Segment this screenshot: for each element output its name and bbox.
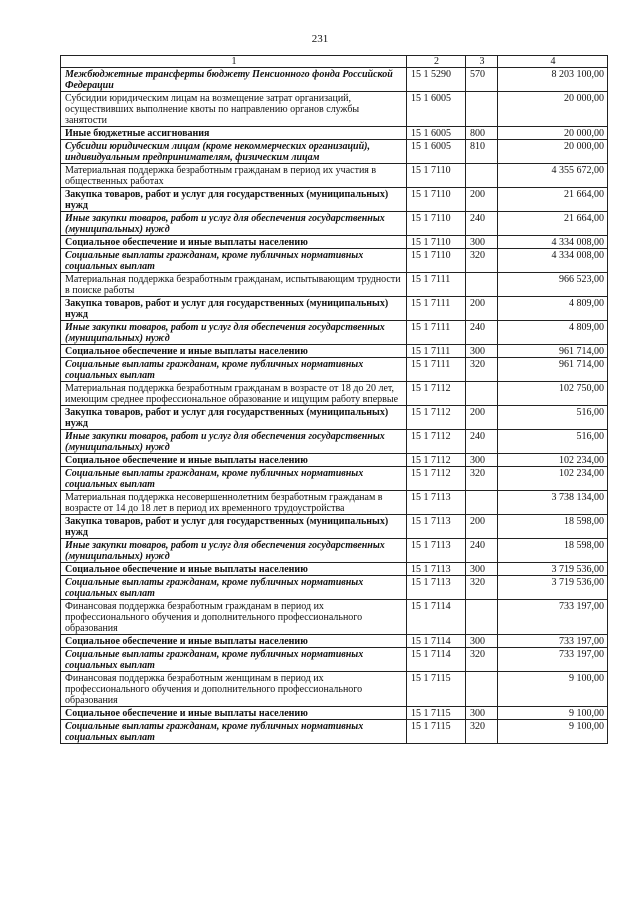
table-row (61, 635, 608, 648)
row-name-cell: Социальное обеспечение и иные выплаты населению (61, 345, 407, 358)
row-name-cell: Материальная поддержка безработным гражданам, испытывающим трудности в поиске работы (61, 273, 407, 297)
row-name-cell: Социальное обеспечение и иные выплаты населению (61, 236, 407, 249)
row-name-cell: Иные закупки товаров, работ и услуг для обеспечения государственных (муниципальных) нужд (61, 321, 407, 345)
row-type-cell (466, 92, 498, 127)
column-header-type: 3 (466, 56, 498, 68)
row-type-cell: 200 (466, 406, 498, 430)
row-code-cell: 15 1 7110 (407, 249, 466, 273)
table-row (61, 321, 608, 345)
row-code-cell: 15 1 7115 (407, 672, 466, 707)
table-row (61, 358, 608, 382)
table-row (61, 563, 608, 576)
table-row (61, 345, 608, 358)
row-sum-cell: 733 197,00 (498, 635, 608, 648)
row-sum-cell: 20 000,00 (498, 140, 608, 164)
row-type-cell: 320 (466, 358, 498, 382)
row-sum-cell: 966 523,00 (498, 273, 608, 297)
row-type-cell: 320 (466, 467, 498, 491)
row-sum-cell: 18 598,00 (498, 539, 608, 563)
row-code-cell: 15 1 7110 (407, 188, 466, 212)
row-sum-cell: 18 598,00 (498, 515, 608, 539)
row-sum-cell: 9 100,00 (498, 720, 608, 744)
column-header-name: 1 (61, 56, 407, 68)
row-name-cell: Межбюджетные трансферты бюджету Пенсионного фонда Российской Федерации (61, 68, 407, 92)
table-row (61, 707, 608, 720)
row-name-cell: Социальное обеспечение и иные выплаты населению (61, 454, 407, 467)
row-sum-cell: 733 197,00 (498, 600, 608, 635)
row-sum-cell: 21 664,00 (498, 188, 608, 212)
row-type-cell (466, 600, 498, 635)
row-type-cell (466, 164, 498, 188)
table-row (61, 648, 608, 672)
row-sum-cell: 3 719 536,00 (498, 563, 608, 576)
row-code-cell: 15 1 7113 (407, 491, 466, 515)
row-sum-cell: 102 750,00 (498, 382, 608, 406)
row-sum-cell: 3 738 134,00 (498, 491, 608, 515)
table-row (61, 297, 608, 321)
row-type-cell: 200 (466, 515, 498, 539)
table-header-row (61, 56, 608, 68)
row-name-cell: Финансовая поддержка безработным женщинам в период их профессионального обучения и дополнительного профессионального образования (61, 672, 407, 707)
row-sum-cell: 516,00 (498, 430, 608, 454)
row-code-cell: 15 1 6005 (407, 140, 466, 164)
row-type-cell: 240 (466, 212, 498, 236)
row-name-cell: Социальные выплаты гражданам, кроме публичных нормативных социальных выплат (61, 467, 407, 491)
row-sum-cell: 4 334 008,00 (498, 249, 608, 273)
row-name-cell: Субсидии юридическим лицам на возмещение затрат организаций, осуществивших выполнение квоты по направлению органов службы занятости (61, 92, 407, 127)
table-row (61, 212, 608, 236)
row-sum-cell: 733 197,00 (498, 648, 608, 672)
table-row (61, 273, 608, 297)
row-type-cell: 320 (466, 576, 498, 600)
row-type-cell (466, 273, 498, 297)
row-name-cell: Иные закупки товаров, работ и услуг для обеспечения государственных (муниципальных) нужд (61, 212, 407, 236)
row-code-cell: 15 1 7114 (407, 635, 466, 648)
row-name-cell: Финансовая поддержка безработным гражданам в период их профессионального обучения и дополнительного профессионального образования (61, 600, 407, 635)
row-code-cell: 15 1 7112 (407, 382, 466, 406)
table-row (61, 430, 608, 454)
row-type-cell (466, 491, 498, 515)
row-sum-cell: 9 100,00 (498, 707, 608, 720)
row-type-cell (466, 672, 498, 707)
row-name-cell: Социальные выплаты гражданам, кроме публичных нормативных социальных выплат (61, 358, 407, 382)
row-code-cell: 15 1 7115 (407, 707, 466, 720)
table-row (61, 539, 608, 563)
row-sum-cell: 21 664,00 (498, 212, 608, 236)
table-row (61, 236, 608, 249)
row-name-cell: Закупка товаров, работ и услуг для государственных (муниципальных) нужд (61, 188, 407, 212)
row-code-cell: 15 1 7111 (407, 345, 466, 358)
row-type-cell: 300 (466, 236, 498, 249)
row-code-cell: 15 1 6005 (407, 92, 466, 127)
row-type-cell: 570 (466, 68, 498, 92)
row-name-cell: Социальные выплаты гражданам, кроме публичных нормативных социальных выплат (61, 249, 407, 273)
row-code-cell: 15 1 7110 (407, 236, 466, 249)
row-code-cell: 15 1 7112 (407, 430, 466, 454)
row-code-cell: 15 1 7110 (407, 212, 466, 236)
row-code-cell: 15 1 7111 (407, 297, 466, 321)
table-row (61, 576, 608, 600)
row-type-cell: 320 (466, 720, 498, 744)
row-type-cell: 200 (466, 188, 498, 212)
row-sum-cell: 4 355 672,00 (498, 164, 608, 188)
row-type-cell: 810 (466, 140, 498, 164)
row-sum-cell: 3 719 536,00 (498, 576, 608, 600)
row-sum-cell: 8 203 100,00 (498, 68, 608, 92)
row-sum-cell: 20 000,00 (498, 92, 608, 127)
row-type-cell: 240 (466, 539, 498, 563)
row-name-cell: Материальная поддержка безработным гражданам в возрасте от 18 до 20 лет, имеющим среднее профессиональное образование и ищущим работу впервые (61, 382, 407, 406)
row-type-cell: 320 (466, 249, 498, 273)
table-row (61, 164, 608, 188)
row-sum-cell: 4 809,00 (498, 321, 608, 345)
row-name-cell: Иные закупки товаров, работ и услуг для обеспечения государственных (муниципальных) нужд (61, 430, 407, 454)
row-type-cell: 240 (466, 321, 498, 345)
row-sum-cell: 4 334 008,00 (498, 236, 608, 249)
row-sum-cell: 516,00 (498, 406, 608, 430)
row-name-cell: Материальная поддержка безработным гражданам в период их участия в общественных работах (61, 164, 407, 188)
row-name-cell: Социальные выплаты гражданам, кроме публичных нормативных социальных выплат (61, 720, 407, 744)
row-name-cell: Социальное обеспечение и иные выплаты населению (61, 707, 407, 720)
row-code-cell: 15 1 7112 (407, 406, 466, 430)
row-code-cell: 15 1 5290 (407, 68, 466, 92)
table-row (61, 127, 608, 140)
page-number: 231 (311, 33, 329, 45)
table-row (61, 249, 608, 273)
column-header-sum: 4 (498, 56, 608, 68)
row-name-cell: Иные закупки товаров, работ и услуг для обеспечения государственных (муниципальных) нужд (61, 539, 407, 563)
row-type-cell: 300 (466, 563, 498, 576)
row-name-cell: Субсидии юридическим лицам (кроме некоммерческих организаций), индивидуальным предпринимателям, физическим лицам (61, 140, 407, 164)
row-sum-cell: 20 000,00 (498, 127, 608, 140)
row-type-cell: 300 (466, 635, 498, 648)
row-code-cell: 15 1 7112 (407, 454, 466, 467)
row-sum-cell: 102 234,00 (498, 454, 608, 467)
row-name-cell: Закупка товаров, работ и услуг для государственных (муниципальных) нужд (61, 297, 407, 321)
row-code-cell: 15 1 7113 (407, 563, 466, 576)
table-row (61, 68, 608, 92)
row-code-cell: 15 1 7111 (407, 358, 466, 382)
row-name-cell: Закупка товаров, работ и услуг для государственных (муниципальных) нужд (61, 515, 407, 539)
row-type-cell: 300 (466, 707, 498, 720)
column-header-code: 2 (407, 56, 466, 68)
row-code-cell: 15 1 7114 (407, 600, 466, 635)
row-name-cell: Социальные выплаты гражданам, кроме публичных нормативных социальных выплат (61, 576, 407, 600)
table-row (61, 672, 608, 707)
row-code-cell: 15 1 7111 (407, 321, 466, 345)
row-name-cell: Социальное обеспечение и иные выплаты населению (61, 563, 407, 576)
table-row (61, 600, 608, 635)
row-code-cell: 15 1 7113 (407, 576, 466, 600)
table-row (61, 92, 608, 127)
row-sum-cell: 9 100,00 (498, 672, 608, 707)
row-sum-cell: 961 714,00 (498, 345, 608, 358)
row-code-cell: 15 1 7115 (407, 720, 466, 744)
row-type-cell: 320 (466, 648, 498, 672)
row-code-cell: 15 1 7111 (407, 273, 466, 297)
row-sum-cell: 961 714,00 (498, 358, 608, 382)
table-row (61, 720, 608, 744)
budget-table (60, 55, 608, 744)
table-row (61, 491, 608, 515)
table-row (61, 515, 608, 539)
row-type-cell: 300 (466, 454, 498, 467)
table-row (61, 406, 608, 430)
row-type-cell: 200 (466, 297, 498, 321)
row-name-cell: Закупка товаров, работ и услуг для государственных (муниципальных) нужд (61, 406, 407, 430)
row-code-cell: 15 1 6005 (407, 127, 466, 140)
row-type-cell: 300 (466, 345, 498, 358)
row-name-cell: Материальная поддержка несовершеннолетним безработным гражданам в возрасте от 14 до 18 лет в период их временного трудоустройства (61, 491, 407, 515)
row-name-cell: Социальное обеспечение и иные выплаты населению (61, 635, 407, 648)
table-body (61, 68, 608, 744)
table-row (61, 188, 608, 212)
row-type-cell: 800 (466, 127, 498, 140)
row-code-cell: 15 1 7113 (407, 515, 466, 539)
table-row (61, 382, 608, 406)
row-code-cell: 15 1 7112 (407, 467, 466, 491)
row-sum-cell: 102 234,00 (498, 467, 608, 491)
row-code-cell: 15 1 7110 (407, 164, 466, 188)
row-name-cell: Иные бюджетные ассигнования (61, 127, 407, 140)
row-code-cell: 15 1 7113 (407, 539, 466, 563)
row-type-cell: 240 (466, 430, 498, 454)
table-row (61, 454, 608, 467)
row-type-cell (466, 382, 498, 406)
table-row (61, 140, 608, 164)
row-code-cell: 15 1 7114 (407, 648, 466, 672)
table-row (61, 467, 608, 491)
row-name-cell: Социальные выплаты гражданам, кроме публичных нормативных социальных выплат (61, 648, 407, 672)
row-sum-cell: 4 809,00 (498, 297, 608, 321)
